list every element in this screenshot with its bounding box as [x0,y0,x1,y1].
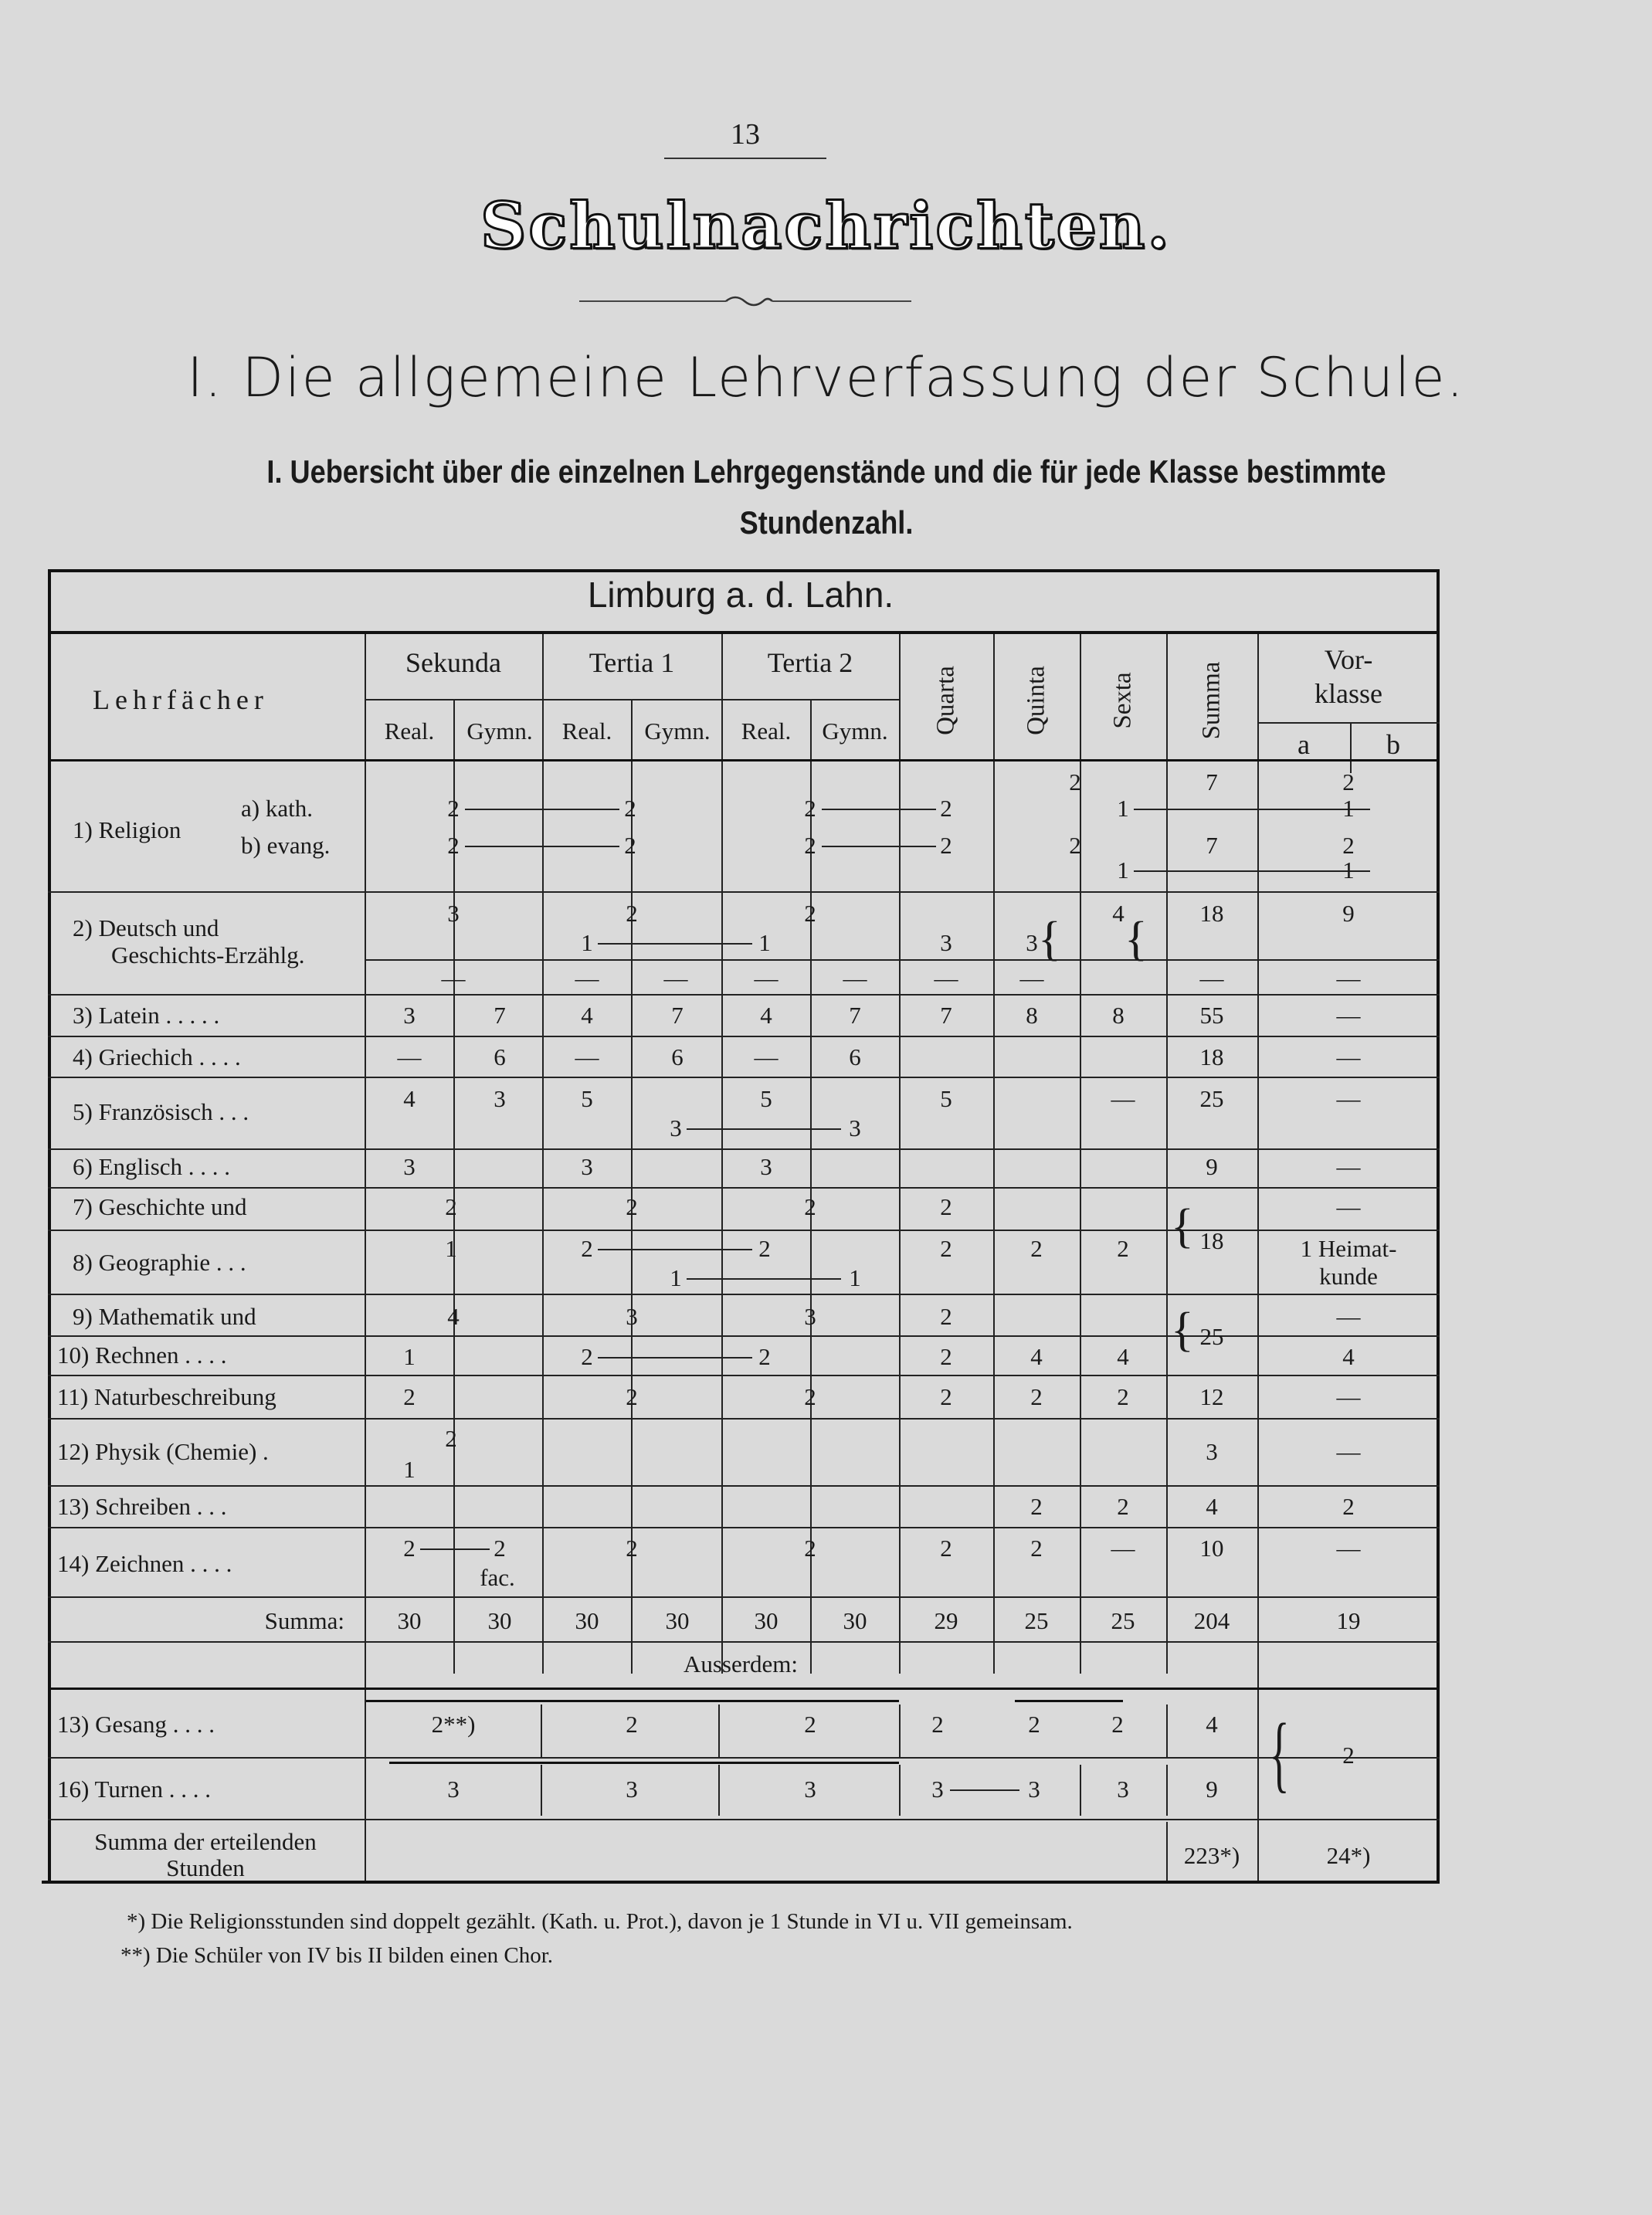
cell-value: 7 [494,1002,506,1029]
span-line [687,1128,841,1130]
cell-value: 2 [758,1235,771,1262]
cell-value: — [1336,1193,1361,1220]
cell-value: 1 [403,1456,416,1483]
cell-value: — [1111,1085,1135,1112]
cell-value: 3 [403,1002,416,1029]
page-number-rule [664,158,826,159]
cell-value: 2 [445,1425,457,1452]
cell-value: 3 [1028,1776,1040,1803]
summa-label: Summa: [264,1607,344,1634]
subject-geschichts-erzaehlung: Geschichts-Erzählg. [111,941,305,968]
span-line [465,846,619,847]
table-left-rule [48,569,51,1884]
summa-value: 25 [1111,1607,1135,1634]
col-rule [365,634,366,1881]
cell-value: 2 [804,1711,816,1738]
row-rule [365,959,1440,961]
col-summa: Summa [1197,661,1226,740]
subject-griechisch: 4) Griechich . . . . [73,1043,241,1070]
col-rule [899,634,901,1674]
cell-value: — [441,965,466,992]
section-heading: I. Die allgemeine Lehrverfassung der Schule. [187,346,1465,409]
cell-value: 2 [445,1193,457,1220]
sub-b: b [1386,729,1400,760]
cell-value: 4 [1030,1343,1043,1370]
caption-rule [48,631,1440,634]
col-tertia2: Tertia 2 [767,647,853,678]
col-rule [899,1704,901,1757]
cell-value: — [663,965,688,992]
row-rule [48,1596,1440,1598]
subject-rechnen: 10) Rechnen . . . . [57,1342,227,1369]
row-rule [48,1187,1440,1189]
subject-physik: 12) Physik (Chemie) . [57,1438,269,1465]
header-sub-rule [365,699,899,700]
subject-englisch: 6) Englisch . . . . [73,1153,231,1180]
cell-value: 1 [445,1235,457,1262]
cell-value: 2 [626,1535,638,1562]
cell-value: 3 [1117,1776,1129,1803]
heimatkunde-2: kunde [1319,1263,1378,1290]
cell-value: 9 [1206,1153,1218,1180]
brace: { [1125,913,1148,965]
cell-value: 2 [1028,1711,1040,1738]
page-number: 13 [731,118,760,151]
cell-value: 5 [940,1085,952,1112]
cell-value: 25 [1199,1323,1224,1350]
cell-value: 7 [671,1002,684,1029]
cell-value: — [575,1043,599,1070]
cell-value: 2 [624,795,636,822]
lesson-table [42,569,1440,1882]
col-rule [899,1765,901,1816]
header-bottom-rule [48,759,1440,762]
subject-deutsch: 2) Deutsch und [73,914,219,941]
cell-value: — [397,1043,422,1070]
cell-value: 1 [670,1264,682,1291]
cell-value: — [1019,965,1044,992]
cell-value: 7 [1206,768,1218,795]
cell-value: 2 [940,1535,952,1562]
row-rule [48,1641,1440,1643]
cell-value: — [1336,1303,1361,1330]
cell-value: 2 [1069,768,1081,795]
cell-value: 4 [403,1085,416,1112]
header-sub-rule [1257,722,1440,724]
col-quarta: Quarta [931,666,960,735]
cell-value: 4 [1342,1343,1355,1370]
cell-value: 2 [1030,1235,1043,1262]
cell-value: 2 [1342,832,1355,859]
cell-value: 9 [1206,1776,1218,1803]
cell-value: 18 [1199,900,1224,927]
col-rule [1166,1765,1168,1816]
cell-value: — [1336,965,1361,992]
cell-value: — [754,965,779,992]
cell-value: 2 [626,1193,638,1220]
cell-value: — [1336,1535,1361,1562]
col-rule [1080,1765,1081,1816]
cell-value: 2 [581,1343,593,1370]
ornament-divider [579,293,911,309]
cell-value: 7 [1206,832,1218,859]
summa-erteil-1: Summa der erteilenden [94,1828,317,1855]
span-line [950,1789,1019,1791]
col-rule [1166,1822,1168,1881]
cell-value: 2 [940,1343,952,1370]
row-rule [48,1077,1440,1078]
gesang-overbrace [1015,1700,1123,1702]
cell-value: 2 [403,1383,416,1410]
subject-turnen: 16) Turnen . . . . [57,1776,211,1803]
col-sexta: Sexta [1108,672,1137,729]
cell-value: 2 [1069,832,1081,859]
summa-value: 25 [1024,1607,1049,1634]
row-rule [48,994,1440,996]
sub-gymn: Gymn. [822,717,888,745]
cell-value: 2 [626,900,638,927]
subheading-line-1: I. Uebersicht über die einzelnen Lehrgegenstände und die für jede Klasse bestimmte [266,453,1386,490]
cell-value: 3 [447,1776,460,1803]
row-rule [48,1230,1440,1231]
span-line [420,1548,490,1550]
subject-franzoesisch: 5) Französisch . . . [73,1098,249,1125]
cell-value: 8 [1026,1002,1038,1029]
row-rule [48,1757,1440,1759]
brace: { [1171,1304,1194,1356]
cell-value: — [575,965,599,992]
col-rule [721,634,723,1674]
row-rule [48,1819,1440,1820]
brace: { [1038,913,1061,965]
subject-religion-evang: b) evang. [241,832,331,859]
cell-value: 2 [1342,1493,1355,1520]
ausserdem-label: Ausserdem: [683,1650,799,1677]
cell-value: 5 [581,1085,593,1112]
cell-value: — [754,1043,779,1070]
subject-religion-kath: a) kath. [241,795,313,822]
col-lehrfaecher: Lehrfächer [93,684,269,715]
row-rule [48,1294,1440,1295]
cell-value: 2 [581,1235,593,1262]
span-line [822,846,936,847]
cell-value: 2 [940,1303,952,1330]
cell-value: 3 [447,900,460,927]
subheading-line-2: Stundenzahl. [739,504,914,541]
cell-value: 6 [671,1043,684,1070]
heimatkunde-1: 1 Heimat- [1300,1235,1397,1262]
cell-value: 2 [447,795,460,822]
col-rule [993,634,995,1674]
cell-value: 2 [940,1383,952,1410]
subject-gesang: 13) Gesang . . . . [57,1711,215,1738]
col-rule [542,634,544,1674]
cell-value: 2 [1342,1742,1355,1769]
span-line [598,1357,752,1359]
cell-value: 2 [1030,1493,1043,1520]
cell-value: 2 [1117,1493,1129,1520]
summa-value: 19 [1336,1607,1361,1634]
row-rule [48,891,1440,893]
cell-value: 2 [1342,768,1355,795]
row-rule [48,1036,1440,1037]
col-rule [541,1765,542,1816]
cell-value: 1 [1342,795,1355,822]
sub-real: Real. [384,717,435,745]
cell-value: 3 [804,1303,816,1330]
cell-value: 2 [804,1535,816,1562]
gesang-overbrace [366,1700,899,1702]
cell-value: 4 [447,1303,460,1330]
cell-value: 10 [1199,1535,1224,1562]
subject-mathematik: 9) Mathematik und [73,1303,256,1330]
cell-value: 3 [849,1114,861,1141]
row-rule [48,1527,1440,1528]
cell-value: 4 [760,1002,772,1029]
cell-value: 18 [1199,1043,1224,1070]
table-right-rule [1437,569,1440,1884]
sub-real: Real. [561,717,612,745]
span-line [598,1249,752,1250]
cell-value: 4 [1117,1343,1129,1370]
summa-value: 30 [754,1607,779,1634]
cell-value: 2 [1117,1235,1129,1262]
subject-zeichnen: 14) Zeichnen . . . . [57,1550,232,1577]
span-line [1134,809,1370,810]
cell-value: 2 [1117,1383,1129,1410]
cell-value: 1 [581,929,593,956]
col-vorklasse-2: klasse [1314,678,1382,709]
footnote-1: *) Die Religionsstunden sind doppelt gezählt. (Kath. u. Prot.), davon je 1 Stunde in VI u. VII gemeinsam. [127,1909,1073,1934]
cell-value: 3 [940,929,952,956]
col-rule [718,1765,720,1816]
summa-value: 30 [575,1607,599,1634]
sub-gymn: Gymn. [466,717,533,745]
subject-naturbeschreibung: 11) Naturbeschreibung [57,1383,276,1410]
ausserdem-rule [48,1688,1440,1690]
cell-value: 2 [494,1535,506,1562]
cell-value: 3 [931,1776,944,1803]
row-rule [48,1418,1440,1420]
subject-latein: 3) Latein . . . . . [73,1002,220,1029]
cell-value: 12 [1199,1383,1224,1410]
cell-value: 3 [670,1114,682,1141]
cell-value: 55 [1199,1002,1224,1029]
subject-geographie: 8) Geographie . . . [73,1249,246,1276]
cell-value: 3 [626,1303,638,1330]
cell-value: 2 [758,1343,771,1370]
col-sekunda: Sekunda [405,647,501,678]
cell-value: 2 [940,1235,952,1262]
row-rule [48,1335,1440,1337]
cell-value: 1 [1117,795,1129,822]
summa-value: 30 [487,1607,512,1634]
span-line [687,1278,841,1280]
subheading [155,446,1497,548]
cell-value: 2 [447,832,460,859]
cell-value: 3 [581,1153,593,1180]
col-rule [1166,1704,1168,1757]
footnote-2: **) Die Schüler von IV bis II bilden einen Chor. [120,1943,554,1968]
row-rule [48,1485,1440,1487]
cell-value: 2 [804,900,816,927]
col-vorklasse-1: Vor- [1324,644,1373,675]
row-rule [48,1375,1440,1376]
cell-value: 3 [403,1153,416,1180]
cell-value: — [1199,965,1224,992]
sub-gymn: Gymn. [644,717,711,745]
cell-value: — [1336,1002,1361,1029]
total-main: 223*) [1183,1842,1240,1869]
cell-value: 2 [940,1193,952,1220]
col-rule [1166,634,1168,1674]
cell-value: — [1336,1043,1361,1070]
cell-value: — [1111,1535,1135,1562]
cell-value: 3 [1206,1438,1218,1465]
span-line [1134,870,1370,872]
row-rule [48,1148,1440,1150]
cell-value: 2 [624,832,636,859]
summa-value: 30 [665,1607,690,1634]
cell-value: 3 [760,1153,772,1180]
cell-value: 4 [1206,1493,1218,1520]
cell-value: 2 [626,1711,638,1738]
cell-value: 1 [1342,856,1355,884]
cell-value: 9 [1342,900,1355,927]
table-top-rule [48,569,1440,572]
cell-value: 1 [1117,856,1129,884]
sub-a: a [1298,729,1310,760]
table-caption: Limburg a. d. Lahn. [587,575,894,615]
col-rule [1257,634,1259,1881]
cell-value: 4 [581,1002,593,1029]
cell-value: 3 [626,1776,638,1803]
sub-real: Real. [741,717,792,745]
cell-value: 2 [1030,1535,1043,1562]
summa-value: 29 [934,1607,958,1634]
col-rule [718,1704,720,1757]
cell-value: — [934,965,958,992]
subject-religion: 1) Religion [73,816,181,843]
cell-value: 2 [804,1193,816,1220]
span-line [822,809,936,810]
cell-value: — [843,965,867,992]
cell-value: 1 [758,929,771,956]
cell-value: 25 [1199,1085,1224,1112]
cell-value: 1 [403,1343,416,1370]
cell-value: 2 [931,1711,944,1738]
summa-erteil-2: Stunden [166,1854,245,1881]
cell-value: 2 [1030,1383,1043,1410]
col-tertia1: Tertia 1 [589,647,675,678]
span-line [465,809,619,810]
col-quinta: Quinta [1022,666,1050,735]
turnen-overbrace [389,1762,899,1764]
cell-value: 2 [403,1535,416,1562]
col-rule [541,1704,542,1757]
cell-value: 2 [804,1383,816,1410]
cell-value: 7 [849,1002,861,1029]
col-rule [1350,724,1352,773]
subject-geschichte: 7) Geschichte und [73,1193,247,1220]
cell-value: 18 [1199,1227,1224,1254]
brace: { [1171,1200,1194,1253]
cell-value: 6 [494,1043,506,1070]
cell-value: — [1336,1153,1361,1180]
cell-value: 2 [804,832,816,859]
zeichnen-fac: fac. [480,1564,515,1591]
cell-value: — [1336,1383,1361,1410]
cell-value: 7 [940,1002,952,1029]
summa-value: 204 [1193,1607,1230,1634]
brace: { [1269,1706,1290,1800]
cell-value: 4 [1206,1711,1218,1738]
subject-schreiben: 13) Schreiben . . . [57,1493,227,1520]
cell-value: — [1336,1438,1361,1465]
cell-value: 4 [1112,900,1125,927]
page-title: Schulnachrichten. [480,189,1172,263]
cell-value: 1 [849,1264,861,1291]
gesang-sekunda: 2**) [431,1711,476,1738]
cell-value: 2 [940,832,952,859]
cell-value: 3 [804,1776,816,1803]
cell-value: 2 [1111,1711,1124,1738]
cell-value: 2 [804,795,816,822]
summa-value: 30 [843,1607,867,1634]
span-line [598,943,752,945]
cell-value: 2 [626,1383,638,1410]
cell-value: 2 [940,795,952,822]
cell-value: 3 [1026,929,1038,956]
total-vorklasse: 24*) [1326,1842,1371,1869]
cell-value: 6 [849,1043,861,1070]
cell-value: 8 [1112,1002,1125,1029]
cell-value: 5 [760,1085,772,1112]
summa-value: 30 [397,1607,422,1634]
cell-value: 3 [494,1085,506,1112]
table-bottom-rule [42,1881,1440,1884]
cell-value: — [1336,1085,1361,1112]
